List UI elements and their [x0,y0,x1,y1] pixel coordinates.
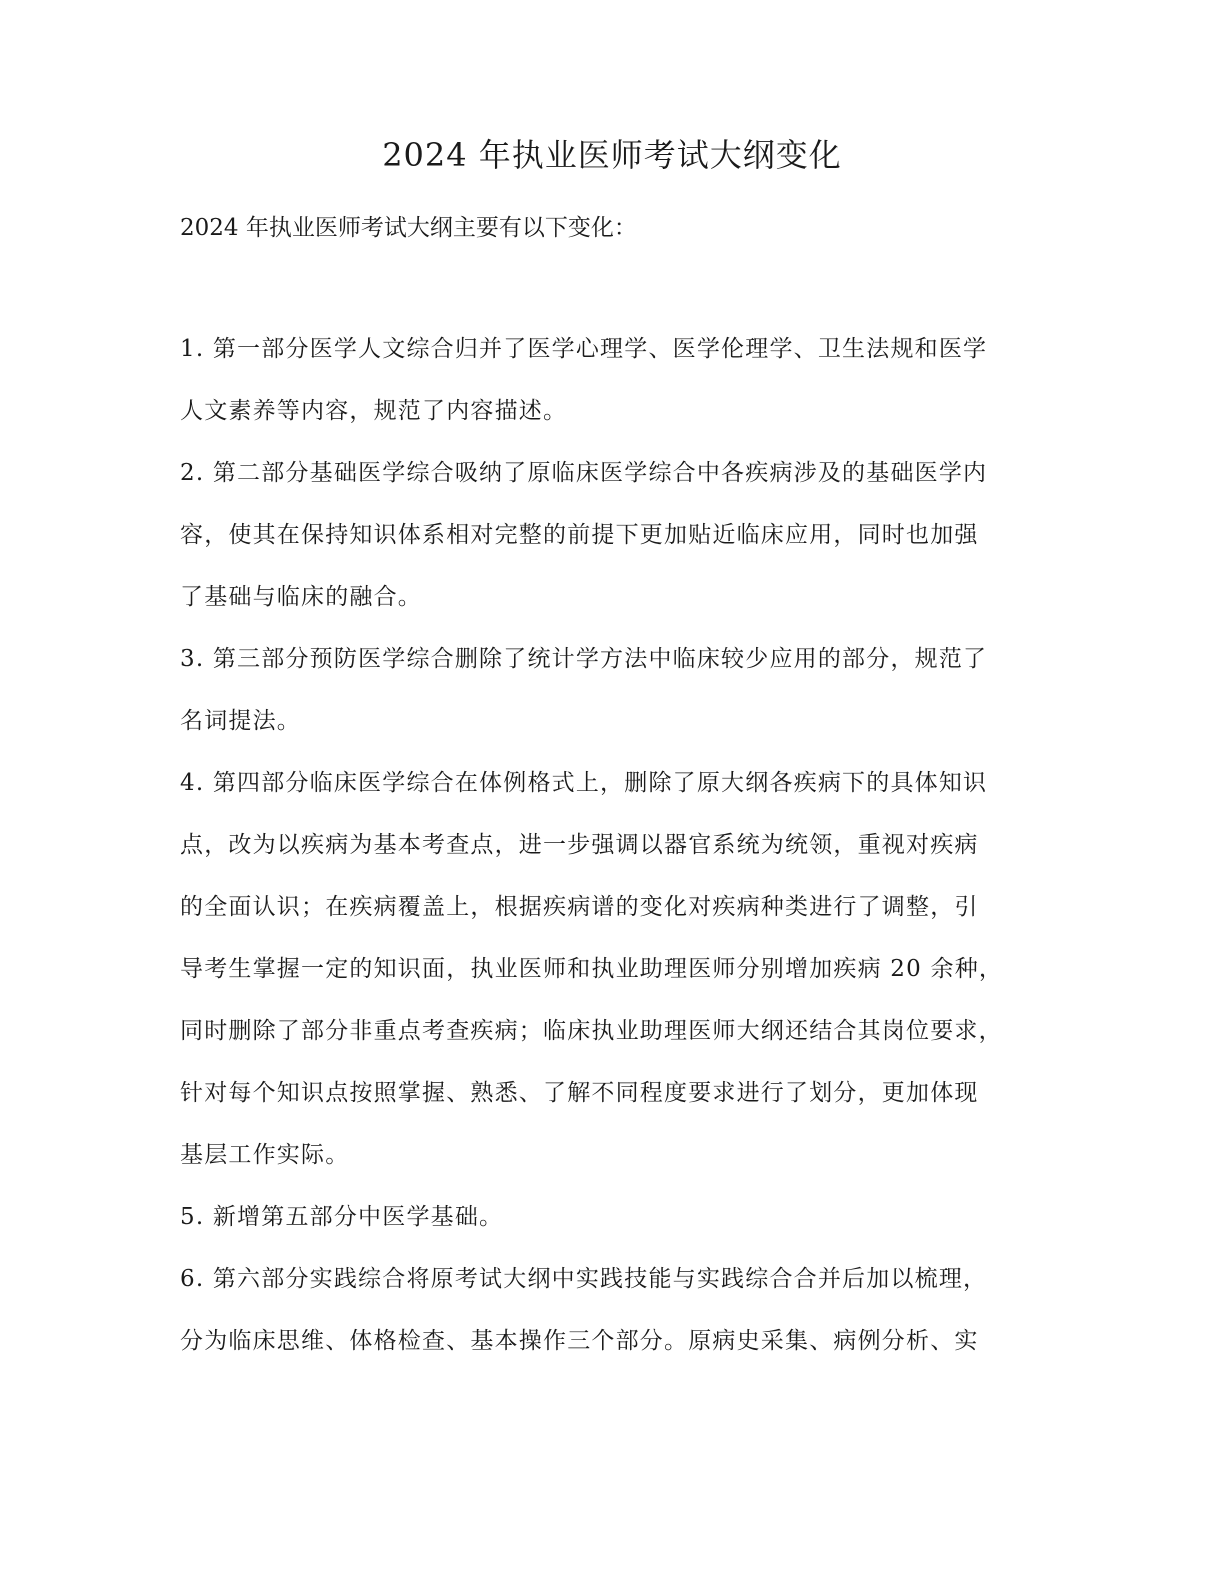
text-line: 名词提法。 [180,708,301,734]
intro-paragraph: 2024 年执业医师考试大纲主要有以下变化： [180,215,637,241]
text-line: 4. 第四部分临床医学综合在体例格式上，删除了原大纲各疾病下的具体知识 [180,770,988,796]
document-title: 2024 年执业医师考试大纲变化 [382,136,842,174]
text-line: 点，改为以疾病为基本考查点，进一步强调以器官系统为统领，重视对疾病 [180,832,979,858]
text-line: 5. 新增第五部分中医学基础。 [180,1204,504,1230]
text-line: 基层工作实际。 [180,1142,350,1168]
text-line: 导考生掌握一定的知识面，执业医师和执业助理医师分别增加疾病 20 余种， [180,956,1004,982]
text-line: 2. 第二部分基础医学综合吸纳了原临床医学综合中各疾病涉及的基础医学内 [180,460,988,486]
text-line: 了基础与临床的融合。 [180,584,422,610]
text-line: 针对每个知识点按照掌握、熟悉、了解不同程度要求进行了划分，更加体现 [180,1080,979,1106]
text-line: 分为临床思维、体格检查、基本操作三个部分。原病史采集、病例分析、实 [180,1328,979,1354]
text-line: 1. 第一部分医学人文综合归并了医学心理学、医学伦理学、卫生法规和医学 [180,336,988,362]
text-line: 人文素养等内容，规范了内容描述。 [180,398,568,424]
text-line: 6. 第六部分实践综合将原考试大纲中实践技能与实践综合合并后加以梳理， [180,1266,988,1292]
text-line: 同时删除了部分非重点考查疾病；临床执业助理医师大纲还结合其岗位要求， [180,1018,1003,1044]
text-line: 3. 第三部分预防医学综合删除了统计学方法中临床较少应用的部分，规范了 [180,646,988,672]
text-line: 的全面认识；在疾病覆盖上，根据疾病谱的变化对疾病种类进行了调整，引 [180,894,979,920]
text-line: 容，使其在保持知识体系相对完整的前提下更加贴近临床应用，同时也加强 [180,522,979,548]
document-body [180,327,1060,1381]
